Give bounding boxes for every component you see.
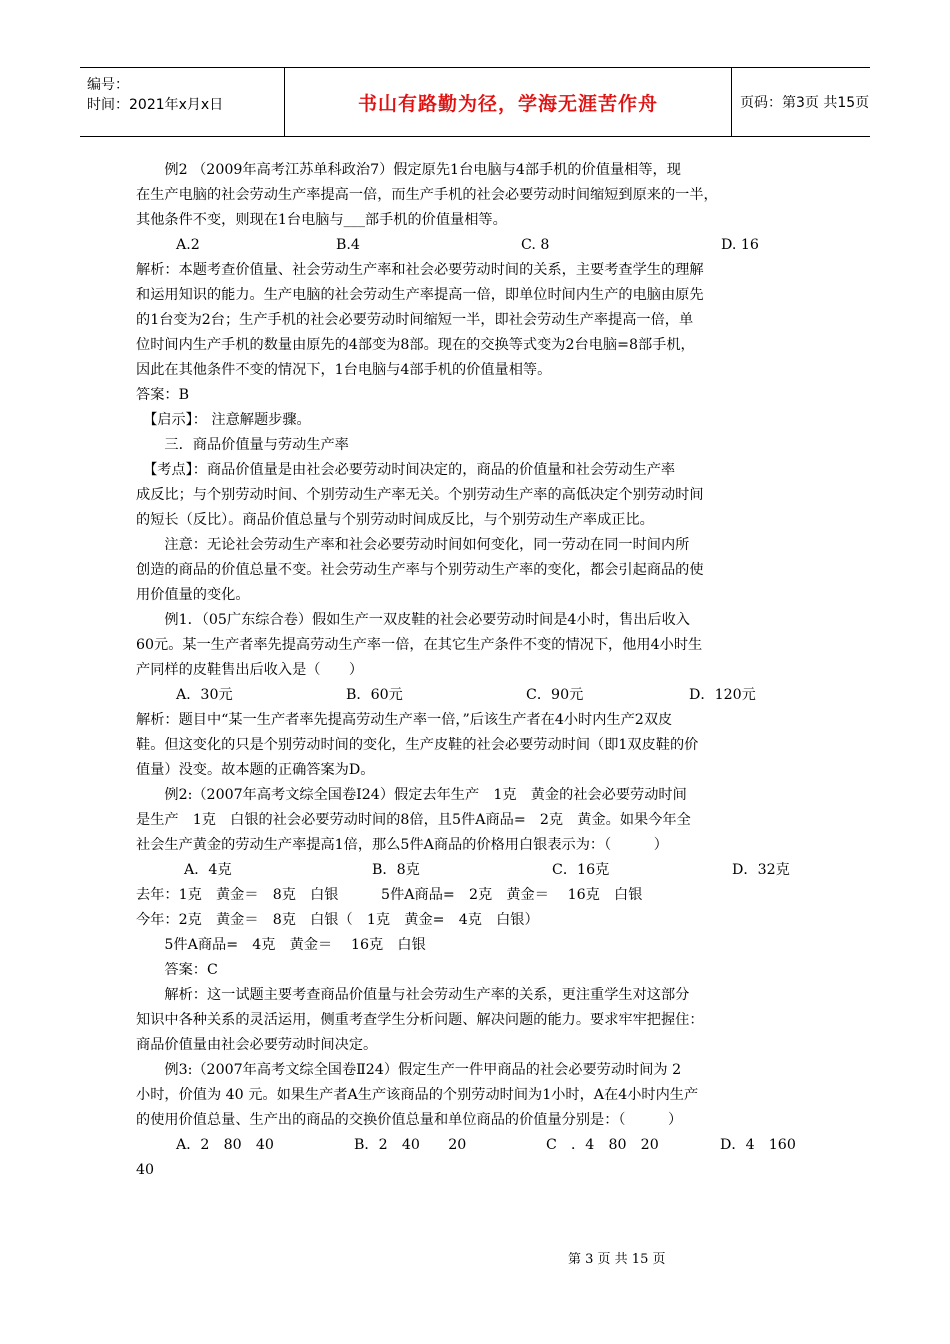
page-footer: 第 3 页 共 15 页 [568,1252,666,1267]
date-label: 时间：2021年x月x日 [87,97,224,113]
option-c: C．90元 [526,687,584,703]
text-line: 因此在其他条件不变的情况下，1台电脑与4部手机的价值量相等。 [136,362,552,378]
option-a: A．2 80 40 [176,1137,274,1153]
text-line: 产同样的皮鞋售出后收入是（ ） [136,662,364,678]
header-info-cell [80,68,285,136]
header-motto: 书山有路勤为径，学海无涯苦作舟 [285,68,732,136]
text-line: 解析：本题考查价值量、社会劳动生产率和社会必要劳动时间的关系，主要考查学生的理解 [136,262,704,278]
text-line: 商品价值量由社会必要劳动时间决定。 [136,1037,378,1053]
option-d: D．32克 [732,862,790,878]
option-a: A.2 [176,237,200,253]
text-line: 是生产 1克 白银的社会必要劳动时间的8倍，且5件A商品= 2克 黄金。如果今年全 [136,812,691,828]
text-line: 用价值量的变化。 [136,587,250,603]
option-b: B．60元 [346,687,403,703]
text-line: 例2 （2009年高考江苏单科政治7）假定原先1台电脑与4部手机的价值量相等，现 [136,162,681,178]
answer-options [136,858,816,883]
text-line: 解析：这一试题主要考查商品价值量与社会劳动生产率的关系，更注重学生对这部分 [136,987,690,1003]
option-d: D．4 160 [720,1137,796,1153]
text-line: 去年：1克 黄金＝ 8克 白银 5件A商品= 2克 黄金＝ 16克 白银 [136,887,643,903]
option-c: C ．4 80 20 [546,1137,659,1153]
text-line: 创造的商品的价值总量不变。社会劳动生产率与个别劳动生产率的变化，都会引起商品的使 [136,562,704,578]
text-line: 【考点】：商品价值量是由社会必要劳动时间决定的，商品的价值量和社会劳动生产率 [136,462,676,478]
text-line: 5件A商品= 4克 黄金＝ 16克 白银 [136,937,426,953]
option-b: B．8克 [372,862,420,878]
answer-options [136,233,816,258]
option-c: C. 8 [521,237,550,253]
text-line: 位时间内生产手机的数量由原先的4部变为8部。现在的交换等式变为2台电脑=8部手机， [136,337,695,353]
text-line: 成反比；与个别劳动时间、个别劳动生产率无关。个别劳动生产率的高低决定个别劳动时间 [136,487,704,503]
text-line: 的使用价值总量、生产出的商品的交换价值总量和单位商品的价值量分别是：（ ） [136,1112,683,1128]
text-line: 答案：B [136,387,189,403]
option-b: B.4 [336,237,360,253]
option-d: D. 16 [721,237,759,253]
answer-options [136,1133,816,1158]
text-line: 在生产电脑的社会劳动生产率提高一倍，而生产手机的社会必要劳动时间缩短到原来的一半， [136,187,718,203]
text-line: 【启示】： 注意解题步骤。 [136,412,311,428]
text-line: 今年：2克 黄金＝ 8克 白银（ 1克 黄金= 4克 白银） [136,912,539,928]
option-a: A．30元 [176,687,233,703]
text-line: 注意：无论社会劳动生产率和社会必要劳动时间如何变化，同一劳动在同一时间内所 [136,537,690,553]
text-line: 知识中各种关系的灵活运用，侧重考查学生分析问题、解决问题的能力。要求牢牢把握住： [136,1012,704,1028]
option-b: B．2 40 20 [354,1137,467,1153]
section-heading: 三．商品价值量与劳动生产率 [136,437,349,453]
text-line: 例1．（05广东综合卷）假如生产一双皮鞋的社会必要劳动时间是4小时，售出后收入 [136,612,690,628]
option-a: A．4克 [184,862,232,878]
text-line: 解析：题目中“某一生产者率先提高劳动生产率一倍，”后该生产者在4小时内生产2双皮 [136,712,673,728]
text-line: 社会生产黄金的劳动生产率提高1倍，那么5件A商品的价格用白银表示为：（ ） [136,837,668,853]
text-line: 的1台变为2台；生产手机的社会必要劳动时间缩短一半，即社会劳动生产率提高一倍，单 [136,312,694,328]
text-line: 例2:（2007年高考文综全国卷Ⅰ24）假定去年生产 1克 黄金的社会必要劳动时间 [136,787,687,803]
text-line: 答案：C [136,962,218,978]
number-label: 编号： [87,77,129,93]
answer-options [136,683,816,708]
text-line: 小时，价值为 40 元。如果生产者A生产该商品的个别劳动时间为1小时，A在4小时内生产 [136,1087,699,1103]
page-header [80,67,870,137]
text-line: 60元。某一生产者率先提高劳动生产率一倍，在其它生产条件不变的情况下，他用4小时生 [136,637,703,653]
text-line: 的短长（反比）。商品价值总量与个别劳动时间成反比，与个别劳动生产率成正比。 [136,512,654,528]
text-line: 其他条件不变，则现在1台电脑与___部手机的价值量相等。 [136,212,507,228]
text-line: 鞋。但这变化的只是个别劳动时间的变化，生产皮鞋的社会必要劳动时间（即1双皮鞋的价 [136,737,699,753]
option-c: C．16克 [552,862,610,878]
text-line: 40 [136,1162,155,1178]
text-line: 值量）没变。故本题的正确答案为D。 [136,762,375,778]
text-line: 例3:（2007年高考文综全国卷Ⅱ24）假定生产一件甲商品的社会必要劳动时间为 2 [136,1062,682,1078]
page-number-label: 页码：第3页 共15页 [740,95,870,111]
text-line: 和运用知识的能力。生产电脑的社会劳动生产率提高一倍，即单位时间内生产的电脑由原先 [136,287,704,303]
option-d: D．120元 [689,687,756,703]
